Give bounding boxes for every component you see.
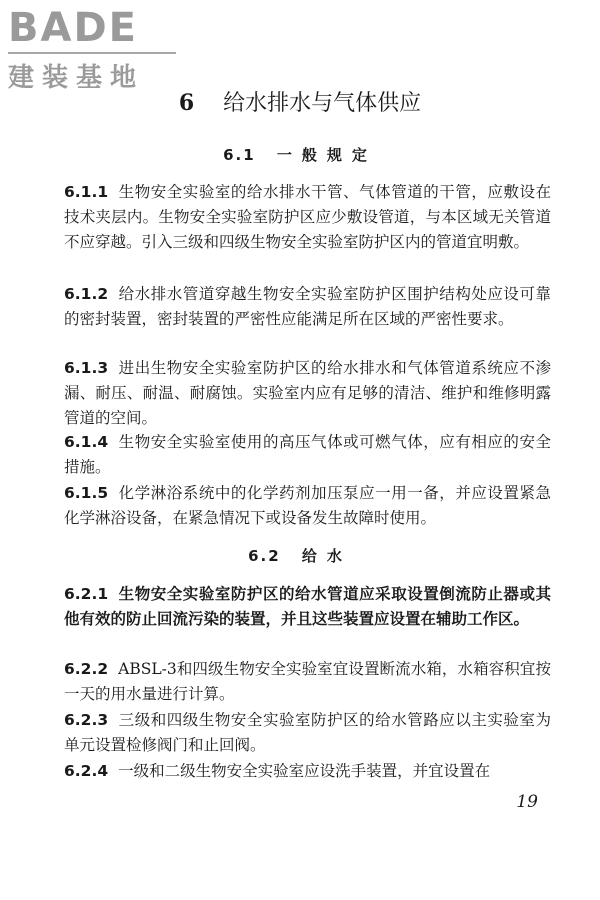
logo-wordmark: BADE [8,5,138,51]
clause-6-2-3 [64,708,551,758]
section-number: 6.2 [248,547,281,565]
section-heading [0,144,600,165]
chapter-number: 6 [178,90,195,116]
clause-text: 生物安全实验室防护区的给水管道应采取设置倒流防止器或其他有效的防止回流污染的装置，并且这些装置应设置在辅助工作区。 [64,585,551,628]
clause-6-1-2 [64,282,551,332]
clause-text: ABSL-3和四级生物安全实验室宜设置断流水箱，水箱容积宜按一天的用水量进行计算。 [64,660,551,703]
clause-number: 6.2.4 [64,762,109,780]
clause-text: 三级和四级生物安全实验室防护区的给水管路应以主实验室为单元设置检修阀门和止回阀。 [64,711,551,754]
clause-6-1-4 [64,430,551,480]
bade-logo [8,6,180,94]
logo-subtitle: 建装基地 [8,63,145,93]
clause-6-1-5 [64,481,551,531]
clause-text: 给水排水管道穿越生物安全实验室防护区围护结构处应设可靠的密封装置，密封装置的严密性应能满足所在区域的严密性要求。 [64,285,551,328]
chapter-title-text: 给水排水与气体供应 [223,91,422,116]
clause-number: 6.1.5 [64,484,109,502]
clause-number: 6.1.2 [64,285,109,303]
clause-text: 一级和二级生物安全实验室应设洗手装置，并宜设置在 [118,762,491,780]
section-number: 6.1 [223,146,256,164]
clause-number: 6.2.2 [64,660,109,678]
clause-number: 6.1.4 [64,433,109,451]
clause-6-1-1 [64,180,551,255]
section-title: 给水 [301,547,352,565]
clause-6-2-1 [64,582,551,632]
clause-text: 进出生物安全实验室防护区的给水排水和气体管道系统应不渗漏、耐压、耐温、耐腐蚀。实验室内应有足够的清洁、维护和维修明露管道的空间。 [64,359,551,427]
section-title: 一般规定 [276,146,377,164]
clause-number: 6.2.3 [64,711,109,729]
chapter-title [0,86,600,117]
page-number: 19 [516,792,538,812]
section-heading [0,545,600,566]
clause-number: 6.1.1 [64,183,109,201]
clause-text: 生物安全实验室使用的高压气体或可燃气体，应有相应的安全措施。 [64,433,551,476]
clause-6-2-2 [64,657,551,707]
clause-6-2-4 [64,759,551,784]
clause-text: 生物安全实验室的给水排水干管、气体管道的干管，应敷设在技术夹层内。生物安全实验室防护区应少敷设管道，与本区域无关管道不应穿越。引入三级和四级生物安全实验室防护区内的管道宜明敷。 [64,183,551,251]
clause-6-1-3 [64,356,551,431]
clause-number: 6.1.3 [64,359,109,377]
clause-text: 化学淋浴系统中的化学药剂加压泵应一用一备，并应设置紧急化学淋浴设备，在紧急情况下或设备发生故障时使用。 [64,484,551,527]
clause-number: 6.2.1 [64,585,109,603]
logo-divider [8,52,176,54]
